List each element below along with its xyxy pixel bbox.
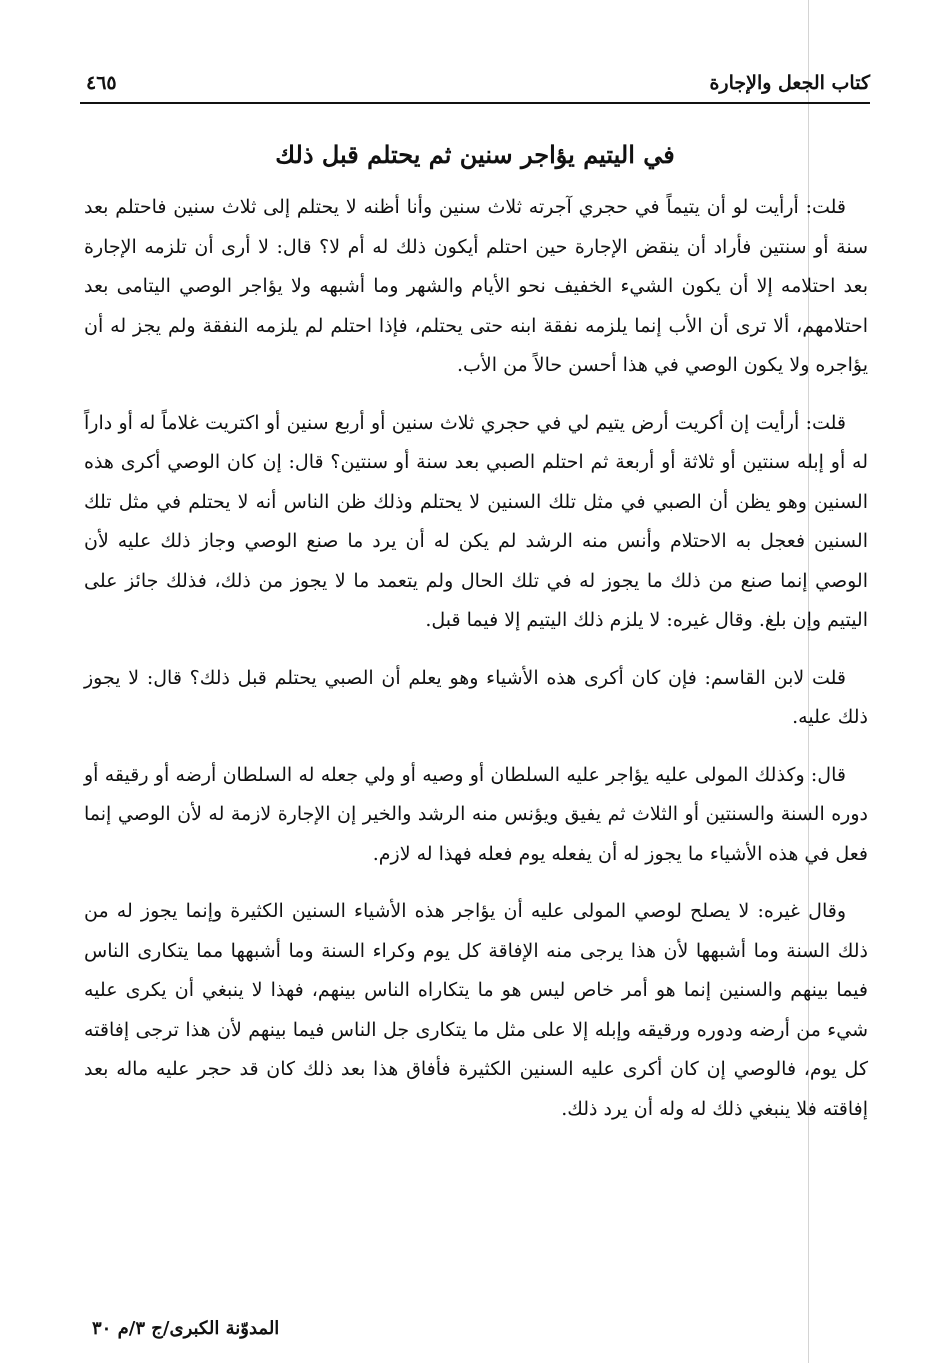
section-title: في اليتيم يؤاجر سنين ثم يحتلم قبل ذلك — [275, 140, 675, 169]
paragraph-1: قلت: أرأيت لو أن يتيماً في حجري آجرته ثلاث سنين وأنا أظنه لا يحتلم إلى ثلاث سنين فاحتلم بعد سنة أو سنتين فأراد أن ينقض الإجارة حين احتلم أيكون ذلك له أم لا؟ قال: لا أرى أن تلزمه الإجارة بعد احتلامه إلا أن يكون الشيء الخفيف نحو الأيام والشهر وما أشبهه ولا يؤاجر الوصي اليتامى بعد احتلامهم، ألا ترى أن الأب إنما يلزمه نفقة ابنه حتى يحتلم، فإذا احتلم لم يلزمه النفقة ولم يجز له أن يؤاجره ولا يكون الوصي في هذا أحسن حالاً من الأب. — [84, 196, 868, 376]
paragraph-2: قلت: أرأيت إن أكريت أرض يتيم لي في حجري ثلاث سنين أو أربع سنين أو اكتريت غلاماً له أو داراً له أو إبله سنتين أو ثلاثة أو أربعة ثم احتلم الصبي بعد سنة أو سنتين؟ قال: إن كان الوصي أكرى هذه السنين وهو يظن أن الصبي في مثل تلك السنين لا يحتلم وذلك ظن الناس أنه لا يحتلم في مثل تلك السنين فعجل به الاحتلام وأنس منه الرشد لم يكن له أن يرد ما صنع الوصي وجاز ذلك عليه لأن الوصي إنما صنع من ذلك ما يجوز له في تلك الحال ولم يتعمد ما لا يجوز من ذلك، فذلك جائز على اليتيم وإن بلغ. وقال غيره: لا يلزم ذلك اليتيم إلا فيما قبل. — [84, 411, 868, 631]
paragraph-3: قلت لابن القاسم: فإن كان أكرى هذه الأشياء وهو يعلم أن الصبي يحتلم قبل ذلك؟ قال: لا يجوز ذلك عليه. — [84, 666, 868, 728]
running-title: كتاب الجعل والإجارة — [709, 72, 870, 94]
paragraph-5: وقال غيره: لا يصلح لوصي المولى عليه أن يؤاجر هذه الأشياء السنين الكثيرة وإنما يجوز له من ذلك السنة وما أشبهها لأن هذا يرجى منه الإفاقة كل يوم وكراء السنة وما أشبهها مما يتكارى الناس فيما بينهم والسنين إنما هو أمر خاص ليس هو ما يتكاراه الناس بينهم، فهذا لا ينبغي أن يكرى عليه شيء من أرضه ودوره ورقيقه وإبله إلا على مثل ما يتكارى جل الناس فيما بينهم لأن هذا ترجى إفاقته كل يوم، فالوصي إن كان أكرى عليه السنين الكثيرة فأفاق هذا بعد ذلك كان قد حجر عليه ماله بعد إفاقته فلا ينبغي ذلك له وله أن يرد ذلك. — [84, 900, 868, 1120]
footer-signature: المدوّنة الكبرى/ج ٣/م ٣٠ — [92, 1318, 280, 1339]
body-text — [84, 188, 868, 1129]
paragraph-4: قال: وكذلك المولى عليه يؤاجر عليه السلطان أو وصيه أو ولي جعله له السلطان أرضه أو رقيقه أو دوره السنة والسنتين أو الثلاث ثم يفيق ويؤنس منه الرشد والخير إن الإجارة لازمة له لأن الوصي إنما فعل في هذه الأشياء ما يجوز له أن يفعله يوم فعله فهذا له لازم. — [84, 763, 868, 865]
page-header — [80, 70, 870, 104]
page-number: ٤٦٥ — [86, 72, 117, 94]
